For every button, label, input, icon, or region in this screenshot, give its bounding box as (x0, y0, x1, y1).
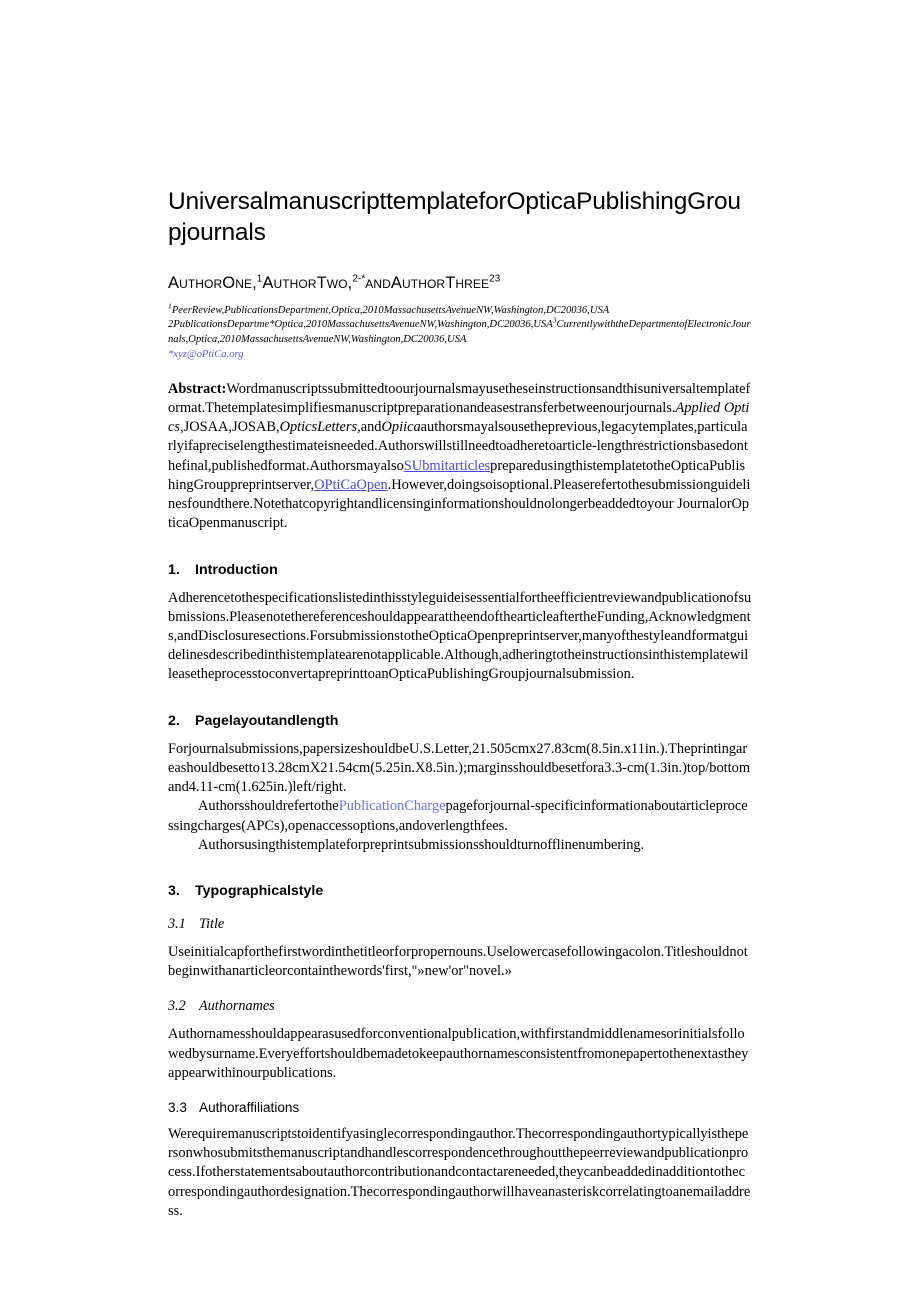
section-1-paragraph-1: Adherencetothespecificationslistedinthisstyleguideisessentialfortheefficientreviewandpublicationofsubmissions.PleasenotethereferenceshouldappearattheendofthearticleaftertheFunding,Acknowledgments,andDisclosuresections.ForsubmissionstotheOpticaOpenpreprintserver,manyofthestyleandformatguidelinesdescribedinthistemplatearenotapplicable.Although,adheringtotheinstructionsinthistemplatewilleasetheprocesstoconvertapreprinttoanOpticaPublishingGroupjournalsubmission. (168, 589, 752, 683)
author-three: andAuthorThree (365, 274, 490, 293)
section-number-1: 1. (168, 561, 180, 578)
journal-optics-letters: OpticsLetters, (279, 419, 361, 436)
author-list (168, 274, 752, 293)
affiliation-line-3: CurrentlywiththeDepartmentofElectronicJournals,Optica,2010MassachusettsAvenueNW,Washington,DC20036,USA (168, 319, 751, 345)
subsection-heading-author-names (168, 998, 752, 1015)
abstract-text-3: and (360, 419, 382, 436)
affiliation-line-2: 2PublicationsDepartme*Optica,2010MassachusettsAvenueNW,Washington,DC20036,USA (168, 319, 553, 331)
section-heading-introduction (168, 562, 752, 578)
subsection-heading-author-affiliations (168, 1100, 752, 1115)
subsection-number-3-3: 3.3 (168, 1100, 187, 1116)
abstract-text-2: JOSAA,JOSAB, (183, 419, 280, 436)
author-one-affiliation-marker: 1 (256, 273, 263, 285)
affiliation-marker-1: 1 (168, 301, 172, 311)
abstract-text-1: Wordmanuscriptssubmittedtoourjournalsmayusetheseinstructionsandthisuniversaltemplateformat.Thetemplatesimplifiesmanuscriptpreparationandeasestransferbetweenourjournals. (168, 380, 751, 416)
section-title-1: Introduction (195, 561, 278, 578)
section-number-3: 3. (168, 882, 180, 899)
subsection-number-3-2: 3.2 (168, 998, 186, 1015)
charge-text-pre: Authorsshouldrefertothe (198, 798, 339, 815)
subsection-title-3-2: Authornames (199, 998, 275, 1015)
subsection-3-3-body: Werequiremanuscriptstoidentifyasinglecorrespondingauthor.Thecorrespondingauthortypicallyisthepersonwhosubmitsthemanuscriptandhandlescorrespondencethroughoutthepeerreviewandpublicationprocess.Ifotherstatementsaboutauthorcontributionandcontactareneeded,theycanbeaddedinadditiontothecorrespondingauthordesignation.Thecorrespondingauthorwillhaveanasteriskcorrelatingtoanemailaddress. (168, 1126, 751, 1219)
subsection-title-3-3: Authoraffiliations (199, 1100, 300, 1116)
section-2-paragraph-charge (168, 797, 752, 835)
abstract-text-4: authorsmayalsousetheprevious,legacytemplates,particularlyifapreciselengthestimateisneeded.Authorswillstillneedtoadheretoarticle-lengthrestrictionsbasedonthefinal,publishedformat.Authorsmayalso (168, 419, 748, 474)
page-title: UniversalmanuscripttemplateforOpticaPublishingGroupjournals (168, 188, 741, 247)
author-two-affiliation-marker: 2-* (352, 273, 366, 285)
abstract-text-5: preparedusingthistemplatetotheOpticaPublishingGrouppreprintserver, (168, 457, 746, 493)
abstract-label: Abstract: (168, 380, 227, 397)
author-one: AuthorOne, (168, 274, 257, 293)
subsection-number-3-1: 3.1 (168, 915, 186, 932)
affiliations-block (168, 301, 752, 347)
affiliation-line-1: PeerReview,PublicationsDepartment,Optica,2010MassachusettsAvenueNW,Washington,DC20036,USA (171, 305, 610, 317)
journal-applied-optics: Applied Optics, (168, 400, 750, 436)
optica-open-link[interactable]: OPtiCaOpen (314, 476, 388, 493)
subsection-title-3-1: Title (199, 915, 225, 932)
subsection-heading-title (168, 916, 752, 933)
subsection-3-1-body: Useinitialcapforthefirstwordinthetitleorforpropernouns.Uselowercasefollowingacolon.Titleshouldnotbeginwithanarticleorcontainthewords'first,"»new'or"novel.» (168, 943, 748, 980)
page-content (168, 186, 752, 1221)
section-2-paragraph-last: Authorsusingthistemplateforpreprintsubmissionsshouldturnofflinenumbering. (198, 836, 645, 853)
publication-charge-link[interactable]: PublicationCharge (338, 798, 446, 815)
section-heading-page-layout (168, 713, 752, 729)
abstract-text-6: .However,doingsoisoptional.Pleaserefertothesubmissionguidelinesfoundthere.Notethatcopyrightandlicensinginformationshouldnolongerbeaddedtoyour JournalorOpticaOpenmanuscript. (168, 476, 751, 532)
section-2-paragraph-1: Forjournalsubmissions,papersizeshouldbeU.S.Letter,21.505cmx27.83cm(8.5in.x11in.).Theprintingareashouldbesetto13.28cmX21.54cm(5.25in.X8.5in.);marginsshouldbesetfora3.3-cm(1.3in.)top/bottomand4.11-cm(1.625in.)left/right. (168, 740, 751, 796)
section-number-2: 2. (168, 712, 180, 729)
author-two: AuthorTwo, (262, 274, 353, 293)
submit-articles-link[interactable]: SUbmitarticles (403, 457, 491, 474)
journal-optica: Opiica (381, 419, 421, 436)
section-title-3: Typographicalstyle (195, 882, 324, 899)
section-heading-typographical-style (168, 883, 752, 899)
corresponding-author-email-link[interactable]: *xyz@oPtiCa.org (168, 348, 244, 360)
section-title-2: Pagelayoutandlength (195, 712, 339, 729)
affiliation-marker-3: 3 (552, 315, 557, 325)
abstract-block (168, 380, 752, 534)
subsection-3-2-body: Authornamesshouldappearasusedforconventionalpublication,withfirstandmiddlenamesorinitialsfollowedbysurname.Everyeffortshouldbemadetokeepauthornamesconsistentfromonepapertothenextastheyappearwithinourpublications. (168, 1026, 749, 1081)
charge-text-post: pageforjournal-specificinformationaboutarticleprocessingcharges(APCs),openaccessoptions,andoverlengthfees. (168, 798, 748, 834)
author-three-affiliation-marker: 23 (489, 273, 501, 285)
